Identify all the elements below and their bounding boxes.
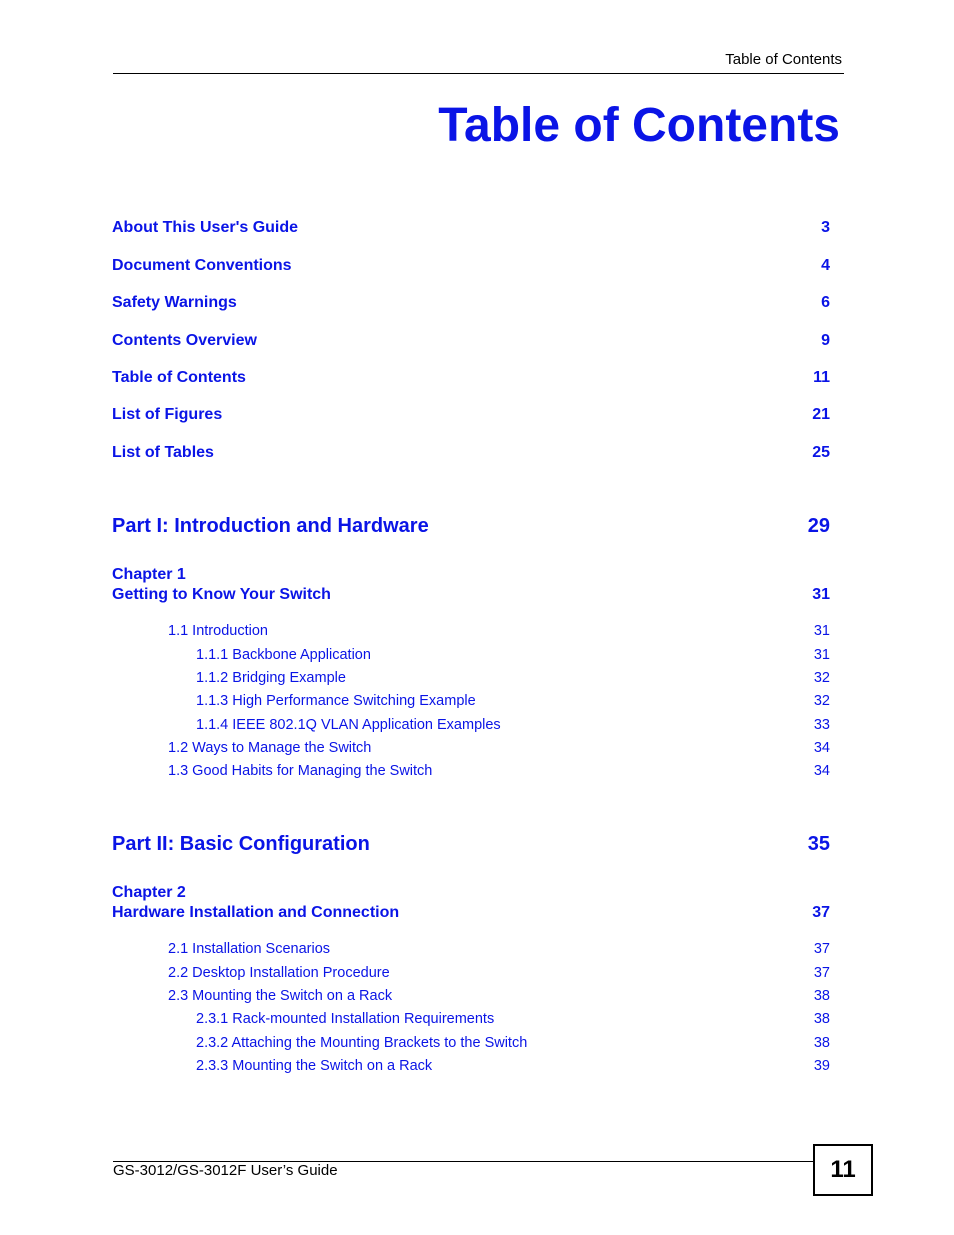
page-number: 11 [813, 1144, 873, 1196]
toc-chapter-label: Chapter 1 [112, 566, 186, 583]
toc-entry-title: Contents Overview [112, 332, 257, 349]
toc-section[interactable] [196, 717, 830, 735]
toc-section-title: 1.1.4 IEEE 802.1Q VLAN Application Examples [196, 717, 501, 733]
toc-entry-title: Document Conventions [112, 257, 292, 274]
toc-entry-title: List of Tables [112, 444, 214, 461]
footer-guide-name: GS-3012/GS-3012F User’s Guide [113, 1162, 338, 1179]
toc-chapter-page: 37 [812, 904, 830, 921]
toc-entry-title: About This User's Guide [112, 219, 299, 236]
toc-part-page: 35 [807, 833, 830, 855]
toc-entry-safety-warnings[interactable] [112, 294, 830, 314]
toc-section-page: 32 [813, 670, 830, 686]
toc-section-page: 32 [813, 693, 830, 709]
toc-part-page: 29 [807, 515, 830, 537]
toc-entry-page: 3 [821, 219, 830, 236]
toc-entry-list-of-figures[interactable] [112, 406, 830, 426]
toc-section[interactable] [196, 693, 830, 711]
toc-section-page: 33 [813, 717, 830, 733]
toc-chapter-title: Getting to Know Your Switch [112, 586, 331, 603]
toc-entry-page: 6 [821, 294, 830, 311]
toc-section-title: 2.3.3 Mounting the Switch on a Rack [196, 1058, 433, 1074]
toc-chapter-label: Chapter 2 [112, 884, 186, 901]
toc-section-title: 1.1 Introduction [168, 623, 268, 639]
toc-section-page: 39 [813, 1058, 830, 1074]
toc-entry-page: 25 [812, 444, 830, 461]
toc-section-title: 2.3.2 Attaching the Mounting Brackets to the Switch [196, 1035, 528, 1051]
toc-chapter-1[interactable] [112, 586, 830, 606]
toc-section-title: 1.1.3 High Performance Switching Example [196, 693, 476, 709]
toc-section-page: 34 [813, 763, 830, 779]
toc-section[interactable] [168, 941, 830, 959]
toc-section-title: 1.2 Ways to Manage the Switch [168, 740, 372, 756]
toc-entry-list-of-tables[interactable] [112, 444, 830, 464]
toc-section-page: 37 [813, 941, 830, 957]
toc-entry-about-guide[interactable] [112, 219, 830, 239]
toc-section[interactable] [168, 740, 830, 758]
toc-section-page: 38 [813, 1035, 830, 1051]
toc-section-title: 1.1.1 Backbone Application [196, 647, 371, 663]
toc-section-page: 37 [813, 965, 830, 981]
toc-part-2[interactable] [112, 833, 830, 859]
toc-part-title: Part II: Basic Configuration [112, 833, 370, 855]
toc-entry-page: 21 [812, 406, 830, 423]
toc-section[interactable] [168, 988, 830, 1006]
toc-part-title: Part I: Introduction and Hardware [112, 515, 429, 537]
toc-entry-page: 11 [813, 369, 830, 386]
toc-entry-title: List of Figures [112, 406, 223, 423]
toc-section[interactable] [196, 647, 830, 665]
toc-chapter-page: 31 [812, 586, 830, 603]
toc-section-title: 2.3 Mounting the Switch on a Rack [168, 988, 393, 1004]
page-title: Table of Contents [438, 99, 840, 152]
toc-section[interactable] [168, 965, 830, 983]
toc-section[interactable] [168, 763, 830, 781]
toc-section-title: 2.2 Desktop Installation Procedure [168, 965, 390, 981]
toc-section[interactable] [196, 670, 830, 688]
toc-section-page: 38 [813, 988, 830, 1004]
toc-section-page: 31 [813, 647, 830, 663]
toc-entry-document-conventions[interactable] [112, 257, 830, 277]
toc-section-title: 1.1.2 Bridging Example [196, 670, 346, 686]
toc-chapter-2[interactable] [112, 904, 830, 924]
toc-entry-page: 4 [821, 257, 830, 274]
toc-entry-table-of-contents[interactable] [112, 369, 830, 389]
toc-entry-page: 9 [821, 332, 830, 349]
toc-entry-title: Table of Contents [112, 369, 246, 386]
toc-entry-contents-overview[interactable] [112, 332, 830, 352]
toc-section-title: 1.3 Good Habits for Managing the Switch [168, 763, 433, 779]
running-head: Table of Contents [725, 51, 842, 68]
toc-section-title: 2.3.1 Rack-mounted Installation Requirements [196, 1011, 495, 1027]
toc-section-page: 34 [813, 740, 830, 756]
toc-section[interactable] [196, 1035, 830, 1053]
toc-section-page: 31 [813, 623, 830, 639]
header-rule [113, 73, 844, 74]
toc-entry-title: Safety Warnings [112, 294, 237, 311]
toc-section[interactable] [196, 1058, 830, 1076]
toc-part-1[interactable] [112, 515, 830, 541]
toc-chapter-title: Hardware Installation and Connection [112, 904, 400, 921]
toc-section-page: 38 [813, 1011, 830, 1027]
toc-section[interactable] [168, 623, 830, 641]
toc-section-title: 2.1 Installation Scenarios [168, 941, 331, 957]
toc-section[interactable] [196, 1011, 830, 1029]
